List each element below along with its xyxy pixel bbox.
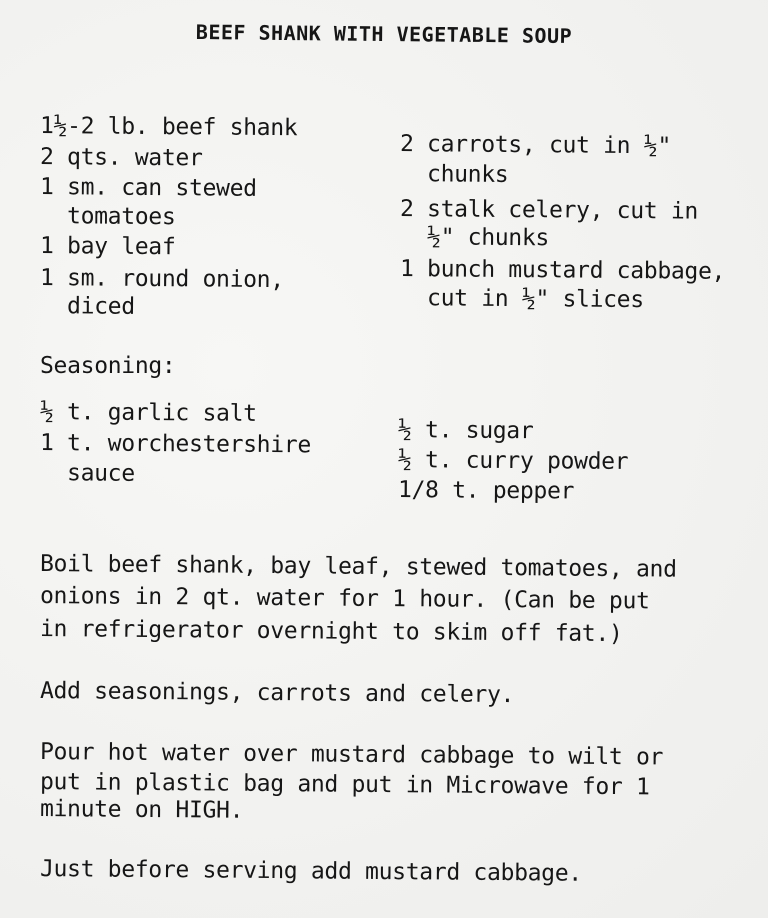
direction-line: Boil beef shank, bay leaf, stewed tomatoes, and (39, 551, 677, 583)
direction-line: in refrigerator overnight to skim off fat.) (39, 616, 623, 648)
ingredient: chunks (399, 161, 509, 188)
ingredient: 1 sm. round onion, (39, 265, 284, 294)
seasoning-item: ½ t. curry powder (397, 447, 629, 476)
ingredient: 1 sm. can stewed (39, 174, 257, 202)
seasoning-item: 1 t. worchestershire (39, 430, 312, 459)
direction-line: Add seasonings, carrots and celery. (39, 678, 515, 709)
ingredient: diced (39, 293, 135, 320)
ingredient: cut in ½" slices (399, 285, 644, 314)
direction-line: onions in 2 qt. water for 1 hour. (Can be put (39, 583, 650, 615)
ingredient: ½" chunks (399, 224, 550, 252)
ingredient: tomatoes (39, 203, 176, 231)
ingredient: 1½-2 lb. beef shank (39, 113, 298, 142)
seasoning-item: sauce (39, 460, 135, 487)
ingredient: 1 bunch mustard cabbage, (399, 256, 726, 285)
direction-line: Pour hot water over mustard cabbage to wilt or (39, 739, 664, 771)
seasoning-heading: Seasoning: (40, 353, 176, 379)
direction-line: put in plastic bag and put in Microwave for 1 (39, 769, 650, 801)
direction-line: Just before serving add mustard cabbage. (39, 856, 582, 887)
ingredient: 2 stalk celery, cut in (399, 196, 699, 225)
ingredient: 2 qts. water (39, 144, 203, 172)
ingredient: 2 carrots, cut in ½" (399, 131, 672, 160)
recipe-title: BEEF SHANK WITH VEGETABLE SOUP (195, 20, 573, 48)
seasoning-item: ½ t. garlic salt (39, 399, 257, 427)
ingredient: 1 bay leaf (39, 233, 176, 261)
direction-line: minute on HIGH. (39, 796, 244, 824)
seasoning-item: ½ t. sugar (397, 417, 534, 445)
seasoning-item: 1/8 t. pepper (397, 477, 575, 505)
